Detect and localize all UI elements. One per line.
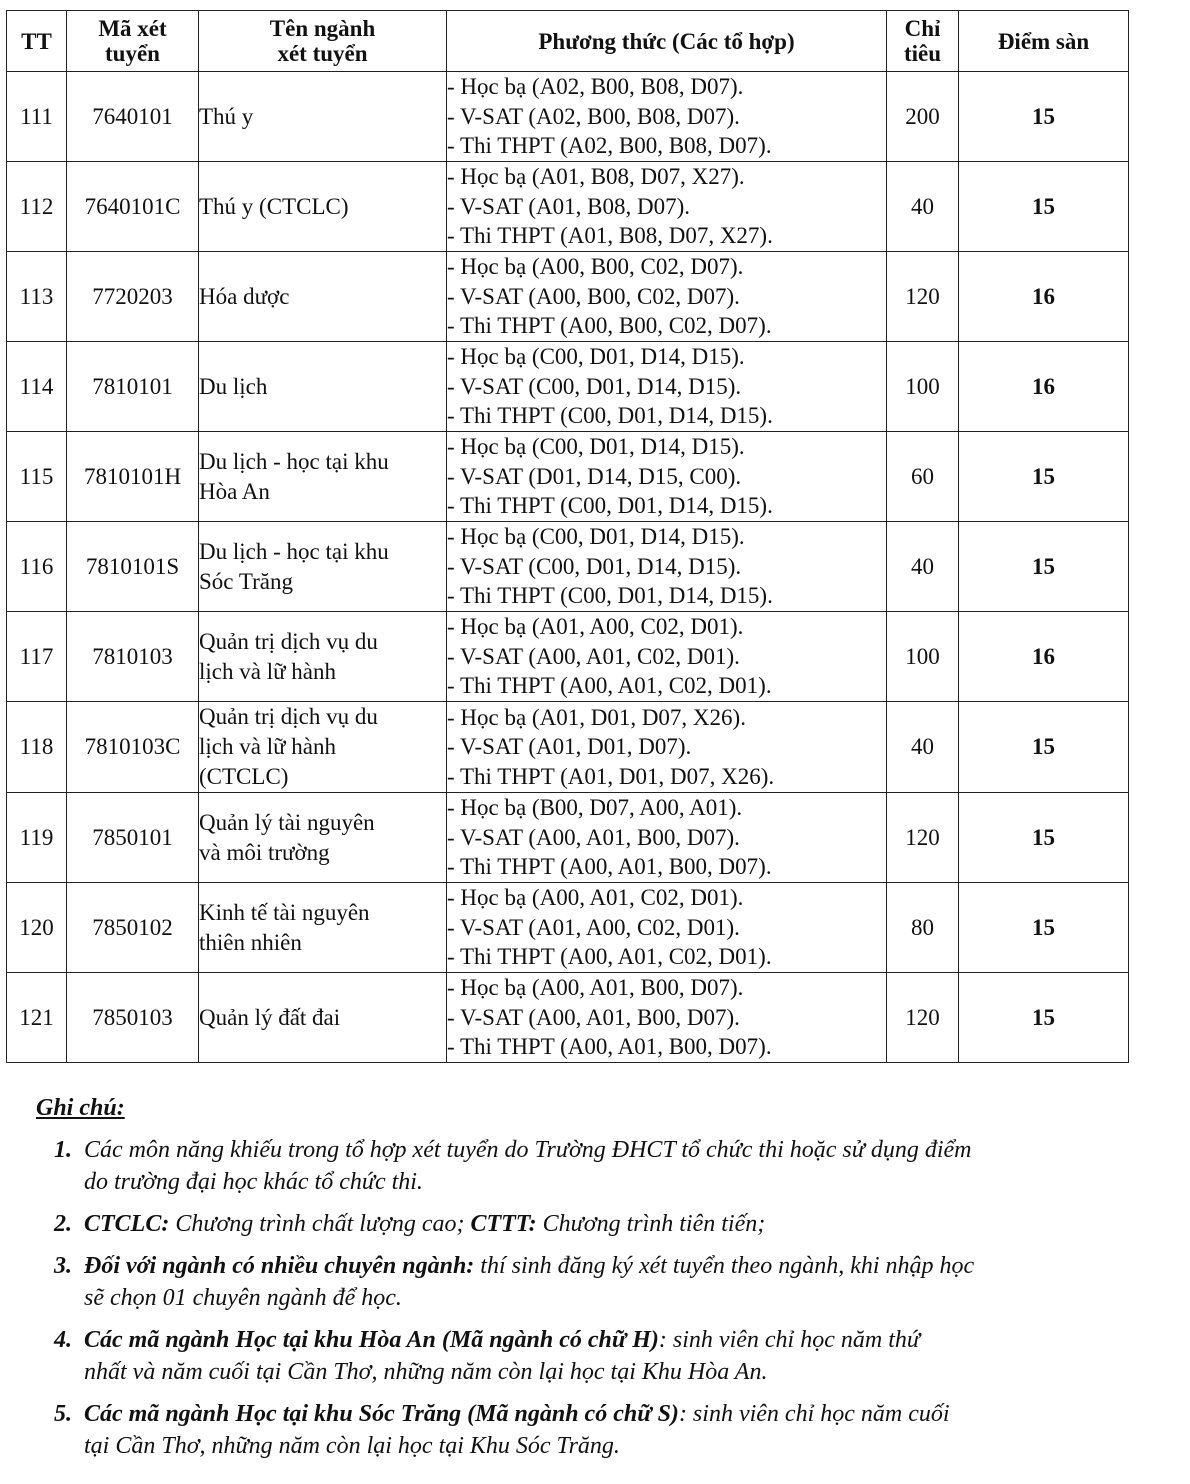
- minimum-score: 15: [959, 72, 1129, 162]
- header-quota-line1: Chỉ: [904, 16, 941, 41]
- row-number: 113: [7, 252, 67, 342]
- method-hoc-ba: - Học bạ (B00, D07, A00, A01).: [447, 795, 743, 821]
- note-bold: Đối với ngành có nhiều chuyên ngành:: [84, 1253, 475, 1279]
- admission-table: [6, 10, 1129, 1063]
- row-number: 117: [7, 612, 67, 702]
- admission-methods: [447, 252, 887, 342]
- note-item-4: [36, 1324, 1136, 1388]
- quota: 40: [887, 162, 959, 252]
- table-row: [7, 793, 1129, 883]
- minimum-score: 16: [959, 342, 1129, 432]
- minimum-score: 15: [959, 522, 1129, 612]
- quota: 40: [887, 522, 959, 612]
- program-name: [199, 793, 447, 883]
- method-hoc-ba: - Học bạ (C00, D01, D14, D15).: [447, 524, 745, 550]
- header-name-line1: Tên ngành: [269, 16, 376, 41]
- program-name-line: Quản trị dịch vụ du: [199, 704, 378, 729]
- row-number: 119: [7, 793, 67, 883]
- note-bold: CTCLC:: [84, 1211, 170, 1237]
- program-name: [199, 612, 447, 702]
- note-line: sẽ chọn 01 chuyên ngành để học.: [84, 1285, 402, 1311]
- minimum-score: 15: [959, 793, 1129, 883]
- row-number: 112: [7, 162, 67, 252]
- header-score: Điểm sàn: [959, 11, 1129, 72]
- method-hoc-ba: - Học bạ (A02, B00, B08, D07).: [447, 74, 744, 100]
- program-name-line: Thú y (CTCLC): [199, 193, 349, 219]
- program-name: [199, 432, 447, 522]
- admission-code: 7810103: [67, 612, 199, 702]
- table-row: [7, 162, 1129, 252]
- quota: 80: [887, 883, 959, 973]
- note-number: 4.: [54, 1327, 72, 1353]
- method-thpt: - Thi THPT (A00, B00, C02, D07).: [447, 313, 772, 339]
- row-number: 115: [7, 432, 67, 522]
- method-vsat: - V-SAT (A01, A00, C02, D01).: [447, 914, 740, 940]
- notes-section: [36, 1092, 1136, 1472]
- table-row: [7, 342, 1129, 432]
- admission-code: 7850103: [67, 973, 199, 1063]
- program-name: [199, 162, 447, 252]
- row-number: 111: [7, 72, 67, 162]
- header-quota: [887, 11, 959, 72]
- header-tt: TT: [7, 11, 67, 72]
- table-row: [7, 252, 1129, 342]
- program-name: [199, 883, 447, 973]
- admission-methods: [447, 522, 887, 612]
- method-thpt: - Thi THPT (A00, A01, C02, D01).: [447, 673, 772, 699]
- table-header-row: [7, 11, 1129, 72]
- note-text: Chương trình chất lượng cao;: [169, 1211, 471, 1237]
- program-name-line: Hóa dược: [199, 283, 290, 309]
- program-name-line: Thú y: [199, 103, 254, 129]
- method-thpt: - Thi THPT (C00, D01, D14, D15).: [447, 403, 773, 429]
- method-vsat: - V-SAT (A00, A01, C02, D01).: [447, 643, 740, 669]
- row-number: 118: [7, 702, 67, 793]
- quota: 120: [887, 252, 959, 342]
- program-name-line: Quản lý tài nguyên: [199, 809, 375, 835]
- header-quota-line2: tiêu: [903, 41, 942, 66]
- program-name-line: lịch và lữ hành: [199, 658, 337, 684]
- minimum-score: 16: [959, 612, 1129, 702]
- admission-code: 7810101: [67, 342, 199, 432]
- admission-methods: [447, 793, 887, 883]
- admission-methods: [447, 883, 887, 973]
- note-line: do trường đại học khác tổ chức thi.: [84, 1169, 423, 1195]
- note-line: Các môn năng khiếu trong tổ hợp xét tuyển do Trường ĐHCT tổ chức thi hoặc sử dụng điểm: [84, 1137, 972, 1163]
- minimum-score: 15: [959, 432, 1129, 522]
- note-bold: Các mã ngành Học tại khu Hòa An (Mã ngành có chữ H): [84, 1327, 659, 1353]
- note-body: [78, 1398, 1136, 1462]
- note-number: 3.: [54, 1253, 72, 1279]
- method-hoc-ba: - Học bạ (C00, D01, D14, D15).: [447, 434, 745, 460]
- table-row: [7, 522, 1129, 612]
- table-row: [7, 883, 1129, 973]
- note-line: [84, 1208, 1136, 1240]
- program-name: [199, 342, 447, 432]
- note-number: 5.: [54, 1401, 72, 1427]
- method-thpt: - Thi THPT (A00, A01, C02, D01).: [447, 944, 772, 970]
- quota: 200: [887, 72, 959, 162]
- method-vsat: - V-SAT (A00, B00, C02, D07).: [447, 283, 740, 309]
- program-name: [199, 72, 447, 162]
- admission-methods: [447, 162, 887, 252]
- method-vsat: - V-SAT (A01, B08, D07).: [447, 193, 691, 219]
- header-code-line2: tuyển: [105, 41, 160, 66]
- notes-title: Ghi chú:: [36, 1095, 125, 1121]
- note-item-1: [36, 1134, 1136, 1198]
- method-hoc-ba: - Học bạ (A00, A01, C02, D01).: [447, 885, 744, 911]
- admission-code: 7850101: [67, 793, 199, 883]
- note-body: [78, 1324, 1136, 1388]
- table-row: [7, 612, 1129, 702]
- note-body: [78, 1208, 1136, 1240]
- note-line: [84, 1250, 1136, 1282]
- header-name: [199, 11, 447, 72]
- minimum-score: 15: [959, 702, 1129, 793]
- method-hoc-ba: - Học bạ (A01, B08, D07, X27).: [447, 164, 745, 190]
- method-hoc-ba: - Học bạ (A00, A01, B00, D07).: [447, 975, 744, 1001]
- method-thpt: - Thi THPT (A01, B08, D07, X27).: [447, 223, 773, 249]
- program-name-line: và môi trường: [199, 839, 330, 865]
- admission-code: 7850102: [67, 883, 199, 973]
- admission-code: 7810101H: [67, 432, 199, 522]
- program-name-line: Quản trị dịch vụ du: [199, 628, 378, 654]
- quota: 120: [887, 973, 959, 1063]
- header-code-line1: Mã xét: [98, 16, 167, 41]
- note-line: [84, 1398, 1136, 1430]
- minimum-score: 15: [959, 883, 1129, 973]
- note-body: [78, 1134, 1136, 1198]
- header-code: [67, 11, 199, 72]
- quota: 100: [887, 612, 959, 702]
- method-vsat: - V-SAT (C00, D01, D14, D15).: [447, 373, 742, 399]
- method-vsat: - V-SAT (D01, D14, D15, C00).: [447, 463, 742, 489]
- note-body: [78, 1250, 1136, 1314]
- note-number: 1.: [54, 1137, 72, 1163]
- program-name: [199, 522, 447, 612]
- table-row: [7, 72, 1129, 162]
- method-hoc-ba: - Học bạ (C00, D01, D14, D15).: [447, 344, 745, 370]
- method-vsat: - V-SAT (A01, D01, D07).: [447, 734, 692, 760]
- minimum-score: 15: [959, 162, 1129, 252]
- row-number: 116: [7, 522, 67, 612]
- method-thpt: - Thi THPT (A02, B00, B08, D07).: [447, 133, 772, 159]
- note-bold: CTTT:: [470, 1211, 537, 1237]
- program-name-line: lịch và lữ hành: [199, 734, 337, 759]
- note-text: : sinh viên chỉ học năm thứ: [658, 1327, 920, 1353]
- program-name-line: Hòa An: [199, 478, 270, 504]
- minimum-score: 15: [959, 973, 1129, 1063]
- quota: 100: [887, 342, 959, 432]
- method-vsat: - V-SAT (C00, D01, D14, D15).: [447, 553, 742, 579]
- method-thpt: - Thi THPT (A00, A01, B00, D07).: [447, 1034, 772, 1060]
- method-thpt: - Thi THPT (C00, D01, D14, D15).: [447, 583, 773, 609]
- program-name-line: Du lịch: [199, 373, 268, 399]
- program-name: [199, 973, 447, 1063]
- table-row: [7, 973, 1129, 1063]
- admission-code: 7720203: [67, 252, 199, 342]
- quota: 120: [887, 793, 959, 883]
- note-text: thí sinh đăng ký xét tuyển theo ngành, khi nhập học: [474, 1253, 975, 1279]
- admission-methods: [447, 973, 887, 1063]
- note-item-2: [36, 1208, 1136, 1240]
- method-vsat: - V-SAT (A00, A01, B00, D07).: [447, 1004, 740, 1030]
- admission-code: 7810103C: [67, 702, 199, 793]
- note-item-5: [36, 1398, 1136, 1462]
- method-thpt: - Thi THPT (A00, A01, B00, D07).: [447, 854, 772, 880]
- header-method: Phương thức (Các tổ hợp): [447, 11, 887, 72]
- program-name-line: Kinh tế tài nguyên: [199, 899, 370, 925]
- quota: 60: [887, 432, 959, 522]
- program-name-line: Sóc Trăng: [199, 568, 293, 594]
- method-thpt: - Thi THPT (C00, D01, D14, D15).: [447, 493, 773, 519]
- quota: 40: [887, 702, 959, 793]
- program-name: [199, 702, 447, 793]
- method-hoc-ba: - Học bạ (A01, A00, C02, D01).: [447, 614, 744, 640]
- note-text: : sinh viên chỉ học năm cuối: [678, 1401, 950, 1427]
- note-line: tại Cần Thơ, những năm còn lại học tại Khu Sóc Trăng.: [84, 1433, 620, 1459]
- note-bold: Các mã ngành Học tại khu Sóc Trăng (Mã ngành có chữ S): [84, 1401, 679, 1427]
- program-name: [199, 252, 447, 342]
- table-row: [7, 702, 1129, 793]
- admission-code: 7640101: [67, 72, 199, 162]
- method-vsat: - V-SAT (A00, A01, B00, D07).: [447, 824, 740, 850]
- admission-methods: [447, 702, 887, 793]
- program-name-line: thiên nhiên: [199, 929, 302, 955]
- program-name-line: (CTCLC): [199, 764, 289, 789]
- table-body: [7, 72, 1129, 1063]
- program-name-line: Du lịch - học tại khu: [199, 538, 389, 564]
- admission-methods: [447, 72, 887, 162]
- row-number: 120: [7, 883, 67, 973]
- note-text: Chương trình tiên tiến;: [536, 1211, 766, 1237]
- header-name-line2: xét tuyển: [277, 41, 368, 66]
- row-number: 121: [7, 973, 67, 1063]
- admission-methods: [447, 612, 887, 702]
- note-line: nhất và năm cuối tại Cần Thơ, những năm còn lại học tại Khu Hòa An.: [84, 1359, 768, 1385]
- minimum-score: 16: [959, 252, 1129, 342]
- program-name-line: Quản lý đất đai: [199, 1004, 341, 1030]
- method-vsat: - V-SAT (A02, B00, B08, D07).: [447, 103, 740, 129]
- note-number: 2.: [54, 1211, 72, 1237]
- table-row: [7, 432, 1129, 522]
- method-thpt: - Thi THPT (A01, D01, D07, X26).: [447, 763, 775, 789]
- method-hoc-ba: - Học bạ (A01, D01, D07, X26).: [447, 704, 746, 730]
- program-name-line: Du lịch - học tại khu: [199, 448, 389, 474]
- admission-code: 7810101S: [67, 522, 199, 612]
- admission-methods: [447, 432, 887, 522]
- admission-methods: [447, 342, 887, 432]
- row-number: 114: [7, 342, 67, 432]
- note-item-3: [36, 1250, 1136, 1314]
- admission-code: 7640101C: [67, 162, 199, 252]
- note-line: [84, 1324, 1136, 1356]
- method-hoc-ba: - Học bạ (A00, B00, C02, D07).: [447, 254, 744, 280]
